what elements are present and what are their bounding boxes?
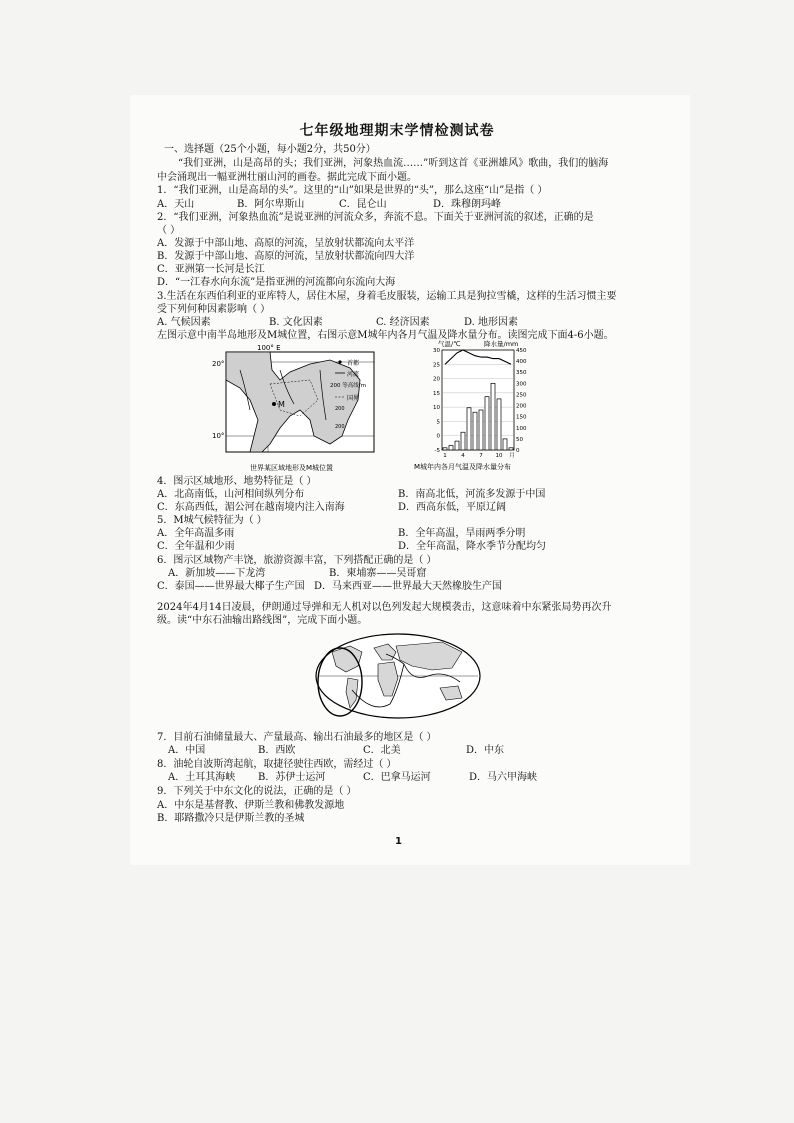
q9-option-a: A．中东是基督教、伊斯兰教和佛教发源地 bbox=[157, 800, 345, 811]
precip-tick-label: 350 bbox=[516, 370, 527, 377]
contour-label: 200 bbox=[335, 424, 345, 430]
precip-bar bbox=[473, 412, 477, 450]
climate-chart bbox=[404, 338, 554, 474]
city-m-label: M bbox=[278, 400, 285, 409]
city-m-marker bbox=[272, 402, 276, 406]
q2-option-a: A．发源于中部山地、高原的河流，呈放射状都流向太平洋 bbox=[157, 238, 415, 249]
temp-axis-label: 气温/℃ bbox=[438, 340, 461, 348]
temp-tick-label: 5 bbox=[436, 419, 440, 426]
q6-option-c: C．泰国——世界最大椰子生产国 bbox=[157, 581, 305, 592]
question-6: 6．图示区域物产丰饶，旅游资源丰富，下列搭配正确的是（ ） bbox=[157, 555, 437, 566]
temp-tick-label: 0 bbox=[436, 433, 440, 440]
precip-tick-label: 200 bbox=[516, 403, 527, 410]
news-intro-cont: 级。读“中东石油输出路线图”，完成下面小题。 bbox=[157, 615, 368, 626]
precip-bar bbox=[467, 408, 471, 450]
q4-option-a: A．北高南低，山河相间纵列分布 bbox=[157, 489, 305, 500]
q6-option-a: A．新加坡——下龙湾 bbox=[168, 568, 266, 579]
contour-label: 200 bbox=[335, 406, 345, 412]
q2-option-c: C．亚洲第一长河是长江 bbox=[157, 264, 265, 275]
month-tick-label: 7 bbox=[479, 453, 483, 459]
q4-option-d: D．西高东低，平原辽阔 bbox=[398, 502, 507, 513]
q5-option-d: D．全年高温，降水季节分配均匀 bbox=[398, 541, 547, 552]
q6-option-d: D．马来西亚——世界最大天然橡胶生产国 bbox=[314, 581, 503, 592]
q9-option-b: B．耶路撒冷只是伊斯兰教的圣城 bbox=[157, 813, 305, 824]
temp-tick-label: 30 bbox=[433, 348, 440, 354]
precip-bar bbox=[509, 448, 513, 450]
precip-bar bbox=[443, 448, 447, 450]
q7-option-c: C．北美 bbox=[363, 745, 401, 756]
q3-option-b: B. 文化因素 bbox=[269, 317, 323, 328]
temp-tick-label: 20 bbox=[433, 376, 440, 383]
page-number: 1 bbox=[395, 836, 402, 847]
month-tick-label: 10 bbox=[495, 453, 503, 459]
q5-option-b: B．全年高温，旱雨两季分明 bbox=[398, 528, 526, 539]
legend-capital-icon bbox=[338, 360, 341, 363]
q8-option-d: D．马六甲海峡 bbox=[469, 772, 538, 783]
precip-bar bbox=[455, 441, 459, 450]
precip-bar bbox=[485, 397, 489, 450]
map-lat-label: 10° bbox=[212, 432, 225, 440]
question-1: 1．“我们亚洲，山是高昂的头”。这里的“山”如果是世界的“头”，那么这座“山”是指（ ） bbox=[157, 185, 548, 196]
temp-tick-label: 15 bbox=[433, 390, 440, 397]
question-5: 5．M城气候特征为（ ） bbox=[157, 515, 267, 526]
precip-axis-label: 降水量/mm bbox=[484, 340, 519, 348]
question-3: 3.生活在东西伯利亚的亚库特人，居住木屋，身着毛皮服装，运输工具是狗拉雪橇，这样的生活习惯主要 bbox=[157, 291, 617, 302]
question-4: 4．图示区域地形、地势特征是（ ） bbox=[157, 476, 317, 487]
q2-option-d: D．“一江春水向东流”是指亚洲的河流都向东流向大海 bbox=[157, 277, 396, 288]
q2-blank: （ ） bbox=[157, 225, 181, 236]
precip-tick-label: 50 bbox=[516, 436, 523, 443]
month-tick-label: 4 bbox=[461, 453, 465, 459]
q1-option-d: D．珠穆朗玛峰 bbox=[433, 199, 502, 210]
legend-border: 国界 bbox=[347, 395, 360, 402]
q7-option-a: A．中国 bbox=[168, 745, 206, 756]
q5-option-c: C．全年温和少雨 bbox=[157, 541, 235, 552]
precip-bar bbox=[461, 432, 465, 450]
precip-tick-label: 400 bbox=[516, 359, 527, 366]
precip-tick-label: 300 bbox=[516, 381, 527, 388]
precip-tick-label: 0 bbox=[516, 448, 520, 454]
question-7: 7．目前石油储量最大、产量最高、输出石油最多的地区是（ ） bbox=[157, 732, 437, 743]
q1-option-b: B．阿尔卑斯山 bbox=[237, 199, 305, 210]
q3-option-d: D. 地形因素 bbox=[464, 317, 519, 328]
exam-title: 七年级地理期末学情检测试卷 bbox=[299, 123, 495, 139]
region-map bbox=[210, 340, 380, 472]
q6-option-b: B．柬埔寨——吴哥窟 bbox=[329, 568, 427, 579]
map-caption: 世界某区域地形及M城位置 bbox=[250, 464, 334, 472]
temp-tick-label: -5 bbox=[434, 448, 440, 454]
plot-area bbox=[442, 350, 514, 450]
precip-tick-label: 250 bbox=[516, 392, 527, 399]
legend-contour: 200 等高线/m bbox=[330, 383, 366, 389]
precip-bar bbox=[503, 439, 507, 450]
q4-option-b: B．南高北低，河流多发源于中国 bbox=[398, 489, 546, 500]
figure-intro: 左图示意中南半岛地形及M城位置，右图示意M城年内各月气温及降水量分布。读图完成下面4-6小题。 bbox=[157, 330, 614, 341]
intro-line: “我们亚洲，山是高昂的头；我们亚洲，河象热血流……”听到这首《亚洲雄风》歌曲，我们的脑海 bbox=[178, 158, 609, 169]
question-9: 9．下列关于中东文化的说法，正确的是（ ） bbox=[157, 786, 357, 797]
q3-option-a: A. 气候因素 bbox=[157, 317, 211, 328]
q4-option-c: C．东高西低，湄公河在越南境内注入南海 bbox=[157, 502, 345, 513]
month-tick-label: 1 bbox=[443, 453, 447, 459]
question-3-cont: 受下列何种因素影响（ ） bbox=[157, 304, 271, 315]
q8-option-b: B．苏伊士运河 bbox=[258, 772, 326, 783]
precip-bar bbox=[497, 399, 501, 450]
news-intro: 2024年4月14日凌晨，伊朗通过导弹和无人机对以色列发起大规模袭击，这意味着中东紧张局势再次升 bbox=[157, 602, 612, 613]
oil-route-map bbox=[312, 630, 484, 722]
q5-option-a: A．全年高温多雨 bbox=[157, 528, 235, 539]
month-unit-label: 月 bbox=[509, 453, 515, 459]
q3-option-c: C. 经济因素 bbox=[376, 317, 430, 328]
q8-option-c: C．巴拿马运河 bbox=[363, 772, 431, 783]
legend-river: 河流 bbox=[347, 371, 360, 378]
q7-option-b: B．西欧 bbox=[258, 745, 296, 756]
question-2: 2．“我们亚洲，河象热血流”是说亚洲的河流众多，奔流不息。下面关于亚洲河流的叙述，正确的是 bbox=[157, 212, 594, 223]
section-heading: 一、选择题（25个小题，每小题2分，共50分） bbox=[164, 144, 376, 155]
q7-option-d: D．中东 bbox=[466, 745, 505, 756]
q1-option-c: C．昆仑山 bbox=[339, 199, 387, 210]
climate-caption: M城年内各月气温及降水量分布 bbox=[414, 463, 512, 471]
q8-option-a: A．土耳其海峡 bbox=[168, 772, 236, 783]
temp-tick-label: 10 bbox=[433, 405, 440, 412]
precip-tick-label: 150 bbox=[516, 414, 527, 421]
question-8: 8．油轮自波斯湾起航，取捷径驶往西欧，需经过（ ） bbox=[157, 759, 397, 770]
intro-line: 中会涌现出一幅亚洲壮丽山河的画卷。据此完成下面小题。 bbox=[157, 172, 417, 183]
precip-bar bbox=[491, 383, 495, 450]
q2-option-b: B．发源于中部山地、高原的河流，呈放射状都流向四大洋 bbox=[157, 251, 415, 262]
precip-bar bbox=[479, 410, 483, 450]
precip-bar bbox=[449, 446, 453, 450]
precip-tick-label: 100 bbox=[516, 425, 527, 432]
temp-tick-label: 25 bbox=[433, 362, 440, 369]
map-lon-label: 100° E bbox=[257, 344, 281, 352]
precip-tick-label: 450 bbox=[516, 348, 527, 354]
map-lat-label: 20° bbox=[212, 360, 225, 368]
q1-option-a: A．天山 bbox=[157, 199, 195, 210]
legend-capital: 首都 bbox=[347, 360, 360, 367]
